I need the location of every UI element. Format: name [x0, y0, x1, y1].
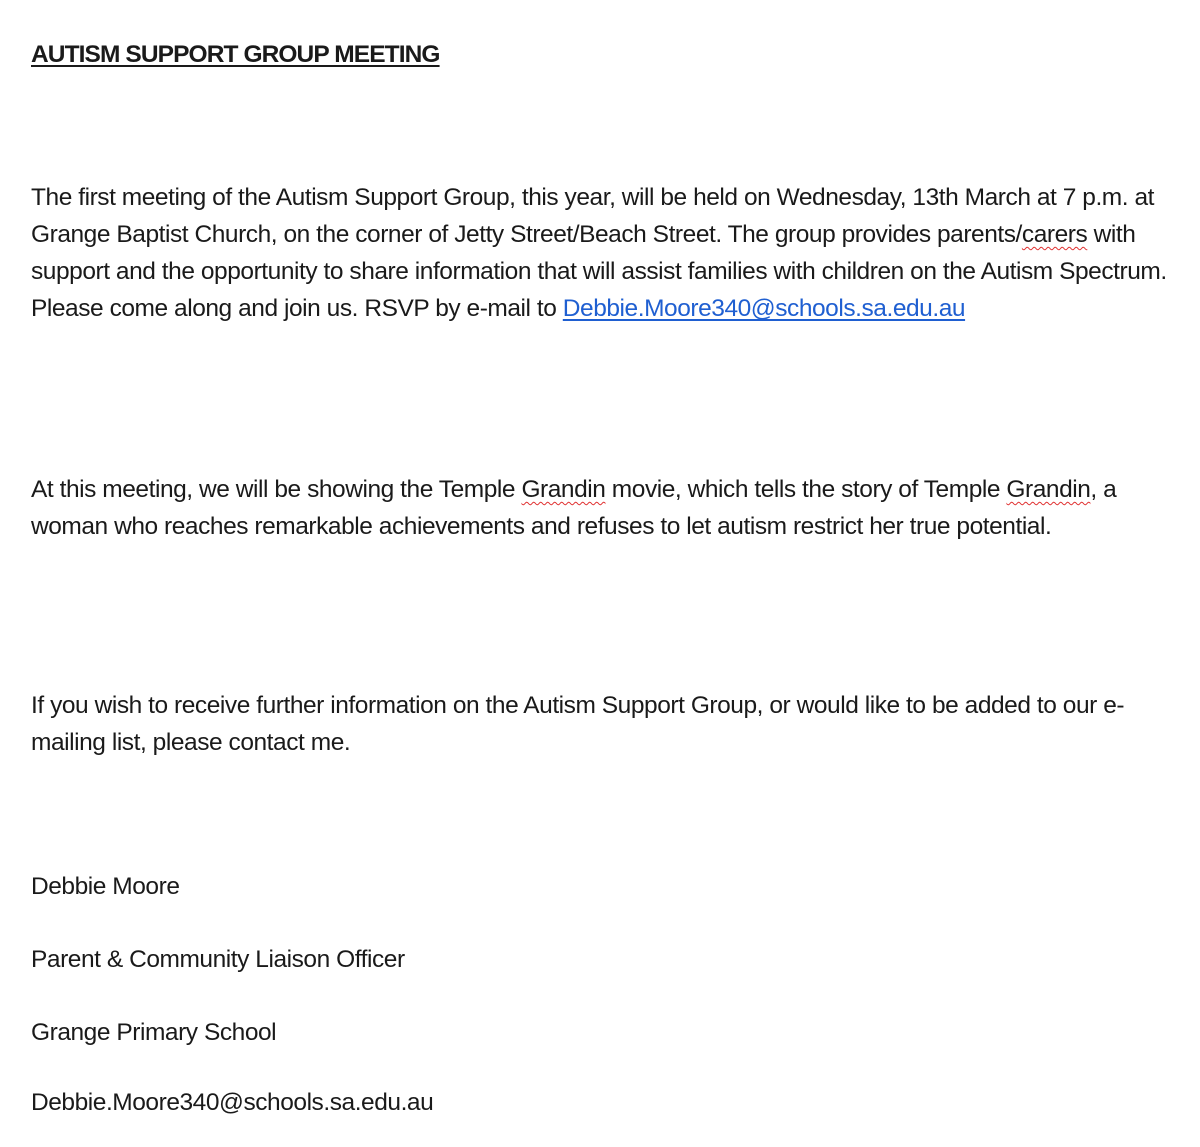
signature-email: Debbie.Moore340@schools.sa.edu.au: [31, 1089, 434, 1116]
misspelled-word-grandin-2[interactable]: Grandin: [1006, 476, 1091, 503]
meeting-text-start: The first meeting of the Autism Support Group, this year, will be held on Wednesday, 13th March at 7 p.m. at Grange Baptist Church, on the corner of Jetty Street/Beach Street. The group provides parents/: [31, 184, 1155, 248]
movie-paragraph: [31, 471, 1176, 545]
movie-text-part3: , a woman who reaches remarkable achievements and refuses to let autism restrict her true potential.: [31, 476, 1117, 540]
contact-paragraph: If you wish to receive further information on the Autism Support Group, or would like to be added to our e-mailing list, please contact me.: [31, 692, 1125, 756]
document-heading: AUTISM SUPPORT GROUP MEETING: [31, 41, 440, 68]
movie-text-part1: At this meeting, we will be showing the Temple: [31, 476, 522, 503]
misspelled-word-grandin-1[interactable]: Grandin: [521, 476, 606, 503]
movie-text-part2: movie, which tells the story of Temple: [605, 476, 1007, 503]
signature-name: Debbie Moore: [31, 873, 180, 900]
misspelled-word-carers[interactable]: carers: [1021, 221, 1088, 248]
meeting-paragraph: [31, 179, 1176, 327]
rsvp-email-link[interactable]: Debbie.Moore340@schools.sa.edu.au: [562, 295, 966, 322]
signature-school: Grange Primary School: [31, 1019, 277, 1046]
meeting-text-rest: with support and the opportunity to share information that will assist families with children on the Autism Spectrum. Please come along and join us. RSVP by e-mail to: [31, 221, 1167, 322]
signature-title: Parent & Community Liaison Officer: [31, 946, 405, 973]
